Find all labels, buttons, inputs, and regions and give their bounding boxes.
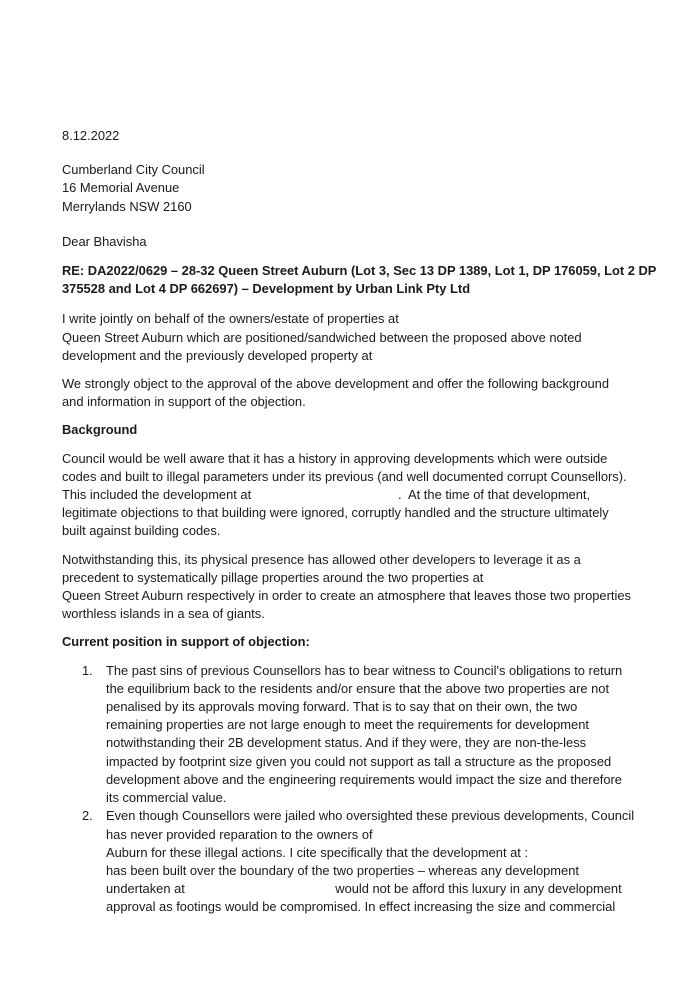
list-item-line: approval as footings would be compromised. In effect increasing the size and commercial bbox=[106, 899, 616, 915]
paragraph-line: Council would be well aware that it has a history in approving developments which were outside bbox=[62, 450, 608, 466]
notwithstanding-paragraph bbox=[62, 551, 631, 624]
salutation bbox=[62, 233, 618, 251]
address-line: Cumberland City Council bbox=[62, 162, 205, 178]
paragraph-line: development and the previously developed property at bbox=[62, 347, 373, 363]
heading-text: Current position in support of objection: bbox=[62, 634, 310, 650]
current-position-heading bbox=[62, 633, 618, 651]
list-item-line: development above and the engineering requirements would impact the size and therefore bbox=[106, 771, 622, 787]
date-text: 8.12.2022 bbox=[62, 128, 120, 143]
paragraph-line: Notwithstanding this, its physical presence has allowed other developers to leverage it as a bbox=[62, 551, 581, 567]
paragraph-line: I write jointly on behalf of the owners/estate of properties at bbox=[62, 311, 399, 327]
paragraph-line: Queen Street Auburn which are positioned/sandwiched between the proposed above noted bbox=[62, 329, 582, 345]
list-item-line: The past sins of previous Counsellors has to bear witness to Council's obligations to return bbox=[106, 662, 623, 678]
list-item-line: undertaken at would not be afford this luxury in any development bbox=[106, 881, 622, 897]
list-item bbox=[62, 662, 623, 808]
recipient-address bbox=[62, 161, 618, 216]
subject-reference bbox=[62, 262, 657, 298]
paragraph-line: and information in support of the objection. bbox=[62, 394, 306, 410]
letter-date bbox=[62, 127, 618, 145]
list-item bbox=[62, 807, 635, 916]
address-line: 16 Memorial Avenue bbox=[62, 180, 180, 196]
background-heading bbox=[62, 421, 618, 439]
list-item-line: the equilibrium back to the residents and/or ensure that the above two properties are not bbox=[106, 680, 610, 696]
background-paragraph bbox=[62, 450, 627, 541]
list-item-line: notwithstanding their 2B development status. And if they were, they are non-the-less bbox=[106, 735, 587, 751]
list-item-line: Auburn for these illegal actions. I cite specifically that the development at : bbox=[106, 844, 529, 860]
paragraph-line: legitimate objections to that building were ignored, corruptly handled and the structure ultimately bbox=[62, 505, 609, 521]
list-item-line: has never provided reparation to the owners of bbox=[106, 826, 373, 842]
paragraph-line: built against building codes. bbox=[62, 523, 221, 539]
paragraph-line: worthless islands in a sea of giants. bbox=[62, 606, 265, 622]
list-item-line: Even though Counsellors were jailed who oversighted these previous developments, Council bbox=[106, 808, 635, 824]
objection-paragraph bbox=[62, 375, 618, 411]
list-item-line: impacted by footprint size given you could not support as tall a structure as the proposed bbox=[106, 753, 612, 769]
list-item-number: 1. bbox=[82, 662, 93, 678]
paragraph-line: codes and built to illegal parameters under its previous (and well documented corrupt Counsellors). bbox=[62, 468, 627, 484]
salutation-text: Dear Bhavisha bbox=[62, 233, 147, 249]
list-item-line: remaining properties are not large enough to meet the requirements for development bbox=[106, 717, 589, 733]
paragraph-line: This included the development at . At the time of that development, bbox=[62, 487, 591, 503]
subject-line: RE: DA2022/0629 – 28-32 Queen Street Auburn (Lot 3, Sec 13 DP 1389, Lot 1, DP 176059, Lot 2 DP bbox=[62, 263, 657, 279]
paragraph-line: We strongly object to the approval of the above development and offer the following background bbox=[62, 376, 610, 392]
paragraph-line: Queen Street Auburn respectively in order to create an atmosphere that leaves those two properties bbox=[62, 588, 631, 604]
intro-paragraph bbox=[62, 310, 618, 365]
objection-points-list bbox=[62, 662, 635, 917]
paragraph-line: precedent to systematically pillage properties around the two properties at bbox=[62, 569, 484, 585]
list-item-number: 2. bbox=[82, 808, 93, 824]
list-item-line: has been built over the boundary of the two properties – whereas any development bbox=[106, 862, 579, 878]
heading-text: Background bbox=[62, 422, 138, 438]
address-line: Merrylands NSW 2160 bbox=[62, 198, 192, 214]
subject-line: 375528 and Lot 4 DP 662697) – Development by Urban Link Pty Ltd bbox=[62, 281, 471, 297]
list-item-line: its commercial value. bbox=[106, 790, 227, 806]
list-item-line: penalised by its approvals moving forward. That is to say that on their own, the two bbox=[106, 699, 578, 715]
